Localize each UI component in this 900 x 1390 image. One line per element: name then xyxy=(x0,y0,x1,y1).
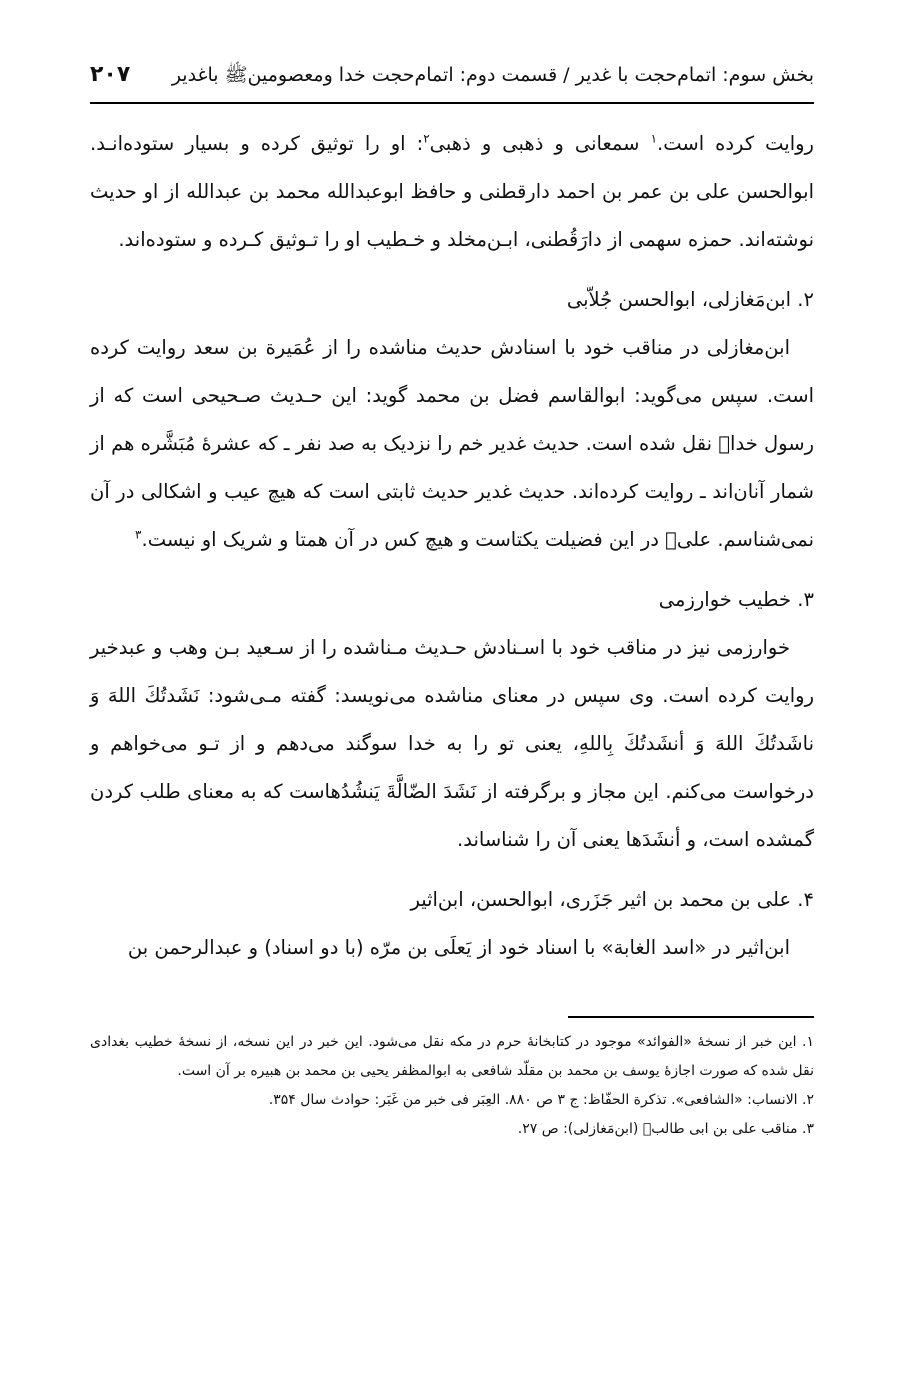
running-header xyxy=(90,60,814,104)
paragraph-1-text-c: : او را توثیق کرده و بسیار ستوده‌انـد. ابوالحسن علی بن عمر بن احمد دارقطنی و حافظ ابوعبدالله محمد بن عبدالله از او حدیث نوشته‌اند. حمزه سهمی از دارَقُطنی، ابـن‌مخلد و خـطیب او را تـوثیق کـرده و ستوده‌اند. xyxy=(90,132,814,251)
running-title: بخش سوم: اتمام‌حجت با غدیر / قسمت دوم: اتمام‌حجت خدا ومعصومینﷺ باغدیر xyxy=(171,64,814,86)
section-3-heading: ۳. خطیب خوارزمی xyxy=(658,588,814,611)
paragraph-1-text-b: سمعانی و ذهبی و ذهبی xyxy=(429,132,651,155)
footnote-2: ۲. الانساب: «الشافعی». تذکرة الحفّاظ: ج ۳ ص ۸۸۰. العِبَر فی خبر من غَبَر: حوادث سال ۳۵۴. xyxy=(268,1092,814,1108)
section-2-text: ابن‌مغازلی در مناقب خود با اسنادش حدیث مناشده را از عُمَیرة بن سعد روایت کرده است. سپس می‌گوید: ابوالقاسم فضل بن محمد گوید: این حـدیث صـحیحی است که از رسول خداﷺ نقل شده است. حدیث غدیر خم را نزدیک به صد نفر ـ که عشرهٔ مُبَشَّره هم از شمار آنان‌اند ـ روایت کرده‌اند. حدیث غدیر حدیث ثابتی است که هیچ عیب و اشکالی در آن نمی‌شناسم. علیؑ در این فضیلت یکتاست و هیچ کس در آن همتا و شریک او نیست. xyxy=(90,336,814,551)
book-page xyxy=(90,60,814,1144)
section-4-paragraph: ابن‌اثیر در «اسد الغابة» با اسناد خود از یَعلَی بن مرّه (با دو اسناد) و عبدالرحمن بن xyxy=(127,936,790,959)
section-4-heading: ۴. علی بن محمد بن اثیر جَزَری، ابوالحسن، ابن‌اثیر xyxy=(410,888,814,911)
footnote-ref-3[interactable]: ۳ xyxy=(135,527,142,542)
paragraph-1-text-a: روایت کرده است. xyxy=(657,132,814,155)
footnote-ref-1[interactable]: ۱ xyxy=(650,131,658,146)
section-2-heading: ۲. ابن‌مَغازلی، ابوالحسن جُلاّبی xyxy=(566,288,814,311)
body-text xyxy=(90,120,814,972)
page-number: ۲۰۷ xyxy=(90,62,131,87)
footnote-1: ۱. این خبر از نسخهٔ «الفوائد» موجود در کتابخانهٔ حرم در مکه نقل می‌شود. این خبر در این نسخه، از نسخهٔ خطیب بغدادی نقل شده که صورت اجازهٔ یوسف بن محمد بن مقلّد شافعی به ابوالمظفر یحیی بن محمد بن هبیره بر آن است. xyxy=(90,1034,814,1079)
section-2-paragraph xyxy=(90,324,814,564)
footnote-divider xyxy=(568,1016,814,1018)
footnote-ref-2[interactable]: ۲ xyxy=(423,131,430,146)
paragraph-1 xyxy=(90,120,814,264)
footnote-3: ۳. مناقب علی بن ابی طالبؑ (ابن‌مَغازلی): ص ۲۷. xyxy=(517,1121,814,1137)
footnotes xyxy=(90,1028,814,1144)
section-3-paragraph: خوارزمی نیز در مناقب خود با اسـنادش حـدیث مـناشده را از سـعید بـن وهب و عبدخیر روایت کرده است. وی سپس در معنای مناشده می‌نویسد: گفته مـی‌شود: نَشَدتُكَ اللهَ وَ ناشَدتُكَ اللهَ وَ أنشَدتُكَ بِاللهِ، یعنی تو را به خدا سوگند می‌دهم و از تـو می‌خواهم و درخواست می‌کنم. این مجاز و برگرفته از نَشَدَ الضّالَّةَ یَنشُدُهاست که به معنای طلب کردن گمشده است، و أنشَدَها یعنی آن را شناساند. xyxy=(90,636,814,851)
